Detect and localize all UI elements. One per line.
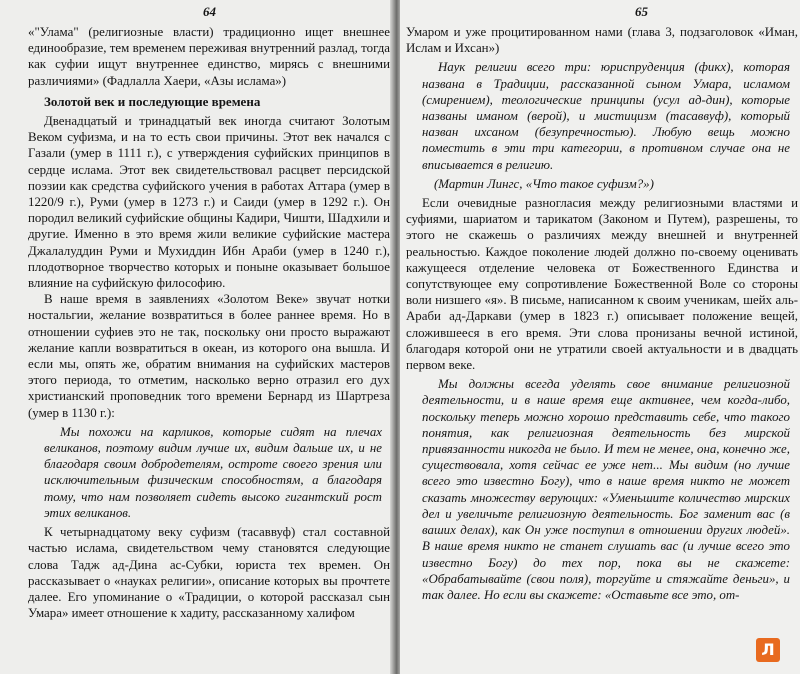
publisher-logo-icon: Л [756,638,780,662]
paragraph: «"Улама" (религиозные власти) традиционно ищет внешнее единообразие, тем временем переживая внутренний разлад, тогда как суфии ищут внутреннее единство, мирясь с внешними различиями» (Фадлалла Хаери, «Азы ислама») [28,25,390,88]
block-quote: Наук религии всего три: юриспруденция (фикх), которая названа в Традиции, рассказанной сыном Умара, исламом (смирением), теологические принципы (усул ад-дин), которые названы иманом (верой), и мистицизм (тасаввуф), который назван ихсаном (безупречностью). Любую вещь можно поместить в эти три категории, в противном случае она не вписывается в религию. [422,60,790,172]
left-page [0,0,392,674]
page-text [28,24,390,621]
right-page [400,0,800,674]
paragraph: Двенадцатый и тринадцатый век иногда считают Золотым Веком суфизма, и на то есть свои причины. Этот век начался с Газали (умер в 1111 г.), с утверждения суфийских принципов в сердце ислама. Этот век свидетельствовал расцвет персидской поэзии как средства суфийского учения в работах Аттара (умер в 1220/9 г.), Руми (умер в 1273 г.) и Саиди (умер в 1292 г.). Он породил великий суфийские общины Кадири, Чишти, Шадхили и другие. Именно в это время жили великие суфийские мастера Джалалуддин Руми и Мухиддин Ибн Араби (умер в 1240 г.), плодотворное творчество которых и поныне оказывает большое влияние на суфийскую философию. [28,114,390,291]
paragraph: В наше время в заявлениях «Золотом Веке» звучат нотки ностальгии, желание возвратиться в более раннее время. Но в отношении суфиев это не так, поскольку они просто выражают желание капли возвратиться в океан, из которого она вышла. И если мы, опять же, обратим внимания на суфийских мастеров этого периода, то отметим, насколько верно отразил его дух христианский проповедник того времени Бернард из Шартреза (умер в 1130 г.): [28,292,390,420]
quote-attribution: (Мартин Лингс, «Что такое суфизм?») [434,176,654,191]
page-number: 64 [203,4,216,19]
page-text [406,24,798,606]
block-quote: Мы похожи на карликов, которые сидят на плечах великанов, поэтому видим лучше их, видим дальше их, и не благодаря своим добродетелям, остроте своего зрения или исключительным физическим способностям, а благодаря тому, что нам позволяет сидеть высоко гигантский рост этих великанов. [44,424,382,520]
paragraph: Умаром и уже процитированном нами (глава 3, подзаголовок «Иман, Ислам и Ихсан») [406,25,798,56]
paragraph: К четырнадцатому веку суфизм (тасаввуф) стал составной частью ислама, свидетельством чему становятся следующие слова Тадж ад-Дина ас-Субки, юриста тех времен. Он рассказывает о «науках религии», описание которых вы прочтете далее. Его упоминание о «Традиции, о которой рассказал сын Умара» имеет отношение к хадиту, рассказанному халифом [28,525,390,621]
block-quote: Мы должны всегда уделять свое внимание религиозной деятельности, и в наше время еще активнее, чем когда-либо, поскольку теперь можно хорошо представить себе, что такого понятия, как религиозная деятельность без мирской привязанности никогда не было. И тем не менее, она, конечно же, существовала, хотя сейчас ее уже нет... Мы видим (но лучше всего это известно Богу), что в наше время никто не может сказать множеству верующих: «Уменьшите количество мирских дел и увеличьте религиозную деятельность. Бог заменит вас (в ваших делах), как Он уже поступил в отношении других людей». В наше время никто не станет слушать вас (и лучше всего это известно Богу) до тех пор, пока вы не скажете: «Обрабатывайте (свои поля), торгуйте и стяжайте деньги», и так далее. Но если вы скажете: «Оставьте все это, от- [422,377,790,602]
page-number: 65 [635,4,648,19]
section-heading: Золотой век и последующие времена [44,93,261,109]
paragraph: Если очевидные разногласия между религиозными властями и суфиями, шариатом и тарикатом (Законом и Путем), разрешены, то этого не скажешь о различиях между внешней и внутренней реальностью. Каждое поколение людей должно по-своему оценивать кажущееся отделение человека от Божественного Единства и сопутствующее ему сопротивление Божественной Воле со стороны воли низшего «я». В письме, написанном к своим ученикам, шейх аль-Араби ад-Даркави (умер в 1823 г.) описывает положение вещей, сложившееся в его время. Эти слова пронизаны вечной истиной, благодаря которой они не утратили своей актуальности и в двадцать первом веке. [406,196,798,373]
